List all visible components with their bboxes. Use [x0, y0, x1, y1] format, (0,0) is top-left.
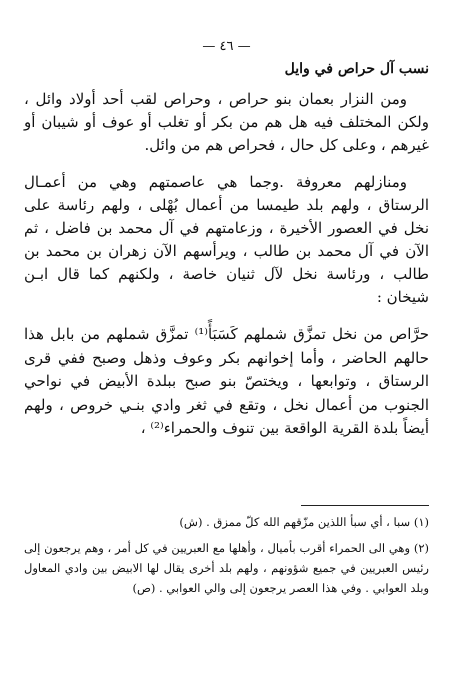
footnote-separator — [301, 505, 429, 506]
footnotes — [24, 512, 429, 604]
page-number: — ٤٦ — — [202, 39, 251, 54]
poem-paragraph: حرَّاص من نخل تمزَّق شملهم كَسَبَأً⁽¹⁾ تمزَّق شملهم من بابل هذا حالهم الحاضر ، وأما إخوانهم بكر وعوف وذهل وصبح ففي قرى الرستاق ، وتوابعها ، ويختصّ بنو صبح ببلدة الأبيض في نواحي الجنوب من أعمال نخل ، وتقع في ثغر وادي بنـي خروص ، ولهم أيضاً بلدة القرية الواقعة بين تنوف والحمراء⁽²⁾ ، — [24, 325, 429, 437]
paragraph-1: ومن النزار بعمان بنو حراص ، وحراص لقب أحد أولاد وائل ، ولكن المختلف فيه هل هم من بكر أو تغلب أو عوف أو شيبان أو غيرهم ، وعلى كل حال ، فحراص هم من وائل. — [24, 90, 429, 154]
paragraph-2: ومنازلهم معروفة .وجما هي عاصمتهم وهي من أعمـال الرستاق ، ولهم بلد طيمسا من أعمال بُهْلى ، ولهم رئاسة على نخل في العصور الأخيرة ، وزعامتهم في آل محمد بن فاضل ، ثم الآن في آل محمد بن طالب ، ويرأسهم الآن زهران بن محمد بن طالب ، ورئاسة نخل لآل ثنيان خاصة ، ولكنهم كما قال ابـن شيخان : — [24, 173, 429, 306]
footnote-1: (١) سبا ، أي سبأ اللذين مزّقهم الله كلّ ممزق . (ش) — [179, 515, 429, 529]
chapter-title: نسب آل حراص في وايل — [284, 61, 429, 77]
footnote-2: (٢) وهي الى الحمراء أقرب بأميال ، وأهلها مع العبريين في كل أمر ، وهم يرجعون إلى رئيس العبريين في جميع شؤونهم ، ولهم بلد أخرى يقال لها الابيض بين وادي المعاول وبلد العوابي . وفي هذا العصر يرجعون إلى والي العوابي . (ص) — [24, 541, 429, 595]
